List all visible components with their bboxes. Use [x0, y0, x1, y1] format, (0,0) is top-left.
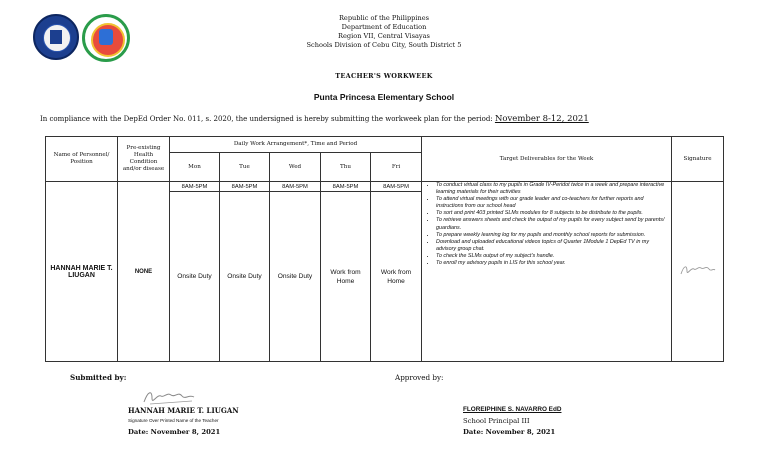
approver-title: School Principal III [463, 417, 530, 425]
workweek-table [45, 136, 724, 362]
submitted-by-label: Submitted by: [70, 373, 127, 382]
compliance-text: In compliance with the DepEd Order No. 011, s. 2020, the undersigned is hereby submitting the workweek plan for the period: [40, 115, 493, 123]
arrangement-tue: Onsite Duty [220, 192, 270, 362]
col-header-condition: Pre-existing Health Condition and/or disease [118, 137, 170, 182]
arrangement-wed: Onsite Duty [270, 192, 321, 362]
personnel-name: HANNAH MARIE T. LIUGAN [46, 182, 118, 362]
deliverable-item: • To sort and print 403 printed SLMs modules for 8 subjects to be distribute to the pupils. [436, 210, 669, 217]
col-header-arrangement: Daily Work Arrangement*, Time and Period [170, 137, 422, 153]
approver-date: Date: November 8, 2021 [463, 428, 556, 436]
health-condition: NONE [118, 182, 170, 362]
document-title: TEACHER'S WORKWEEK [335, 72, 433, 80]
col-header-name: Name of Personnel/ Position [46, 137, 118, 182]
header-republic: Republic of the Philippines [338, 14, 430, 22]
deliverable-item: • To retrieve answers sheets and check the output of my pupils for every subject send by parents/ guardians. [436, 217, 669, 231]
deliverable-item: • To prepare weekly learning log for my pupils and monthly school reports for submission. [436, 232, 669, 239]
deliverable-item: • To conduct virtual class to my pupils in Grade IV-Peridot twice in a week and prepare interactive learning materials for their activities [436, 182, 669, 196]
deliverable-item: • To enroll my advisory pupils in LIS for this school year. [436, 260, 669, 267]
submitter-signature-mark [140, 386, 200, 408]
time-tue: 8AM-5PM [220, 182, 270, 192]
deliverable-item: • To check the SLMs output of my subject's handle. [436, 253, 669, 260]
col-header-signature: Signature [672, 137, 724, 182]
submitter-caption: Signature Over Printed Name of the Teacher [128, 418, 219, 423]
header-region: Region VII, Central Visayas [338, 32, 430, 40]
col-header-deliverables: Target Deliverables for the Week [422, 137, 672, 182]
arrangement-fri: Work from Home [371, 192, 422, 362]
compliance-statement [40, 114, 740, 124]
compliance-period: November 8-12, 2021 [494, 114, 589, 124]
deliverables-list [424, 182, 669, 267]
handwritten-signature-mark [678, 261, 718, 279]
day-header-thu: Thu [321, 153, 371, 182]
signature-cell [672, 182, 724, 362]
arrangement-thu: Work from Home [321, 192, 371, 362]
arrangement-mon: Onsite Duty [170, 192, 220, 362]
time-fri: 8AM-5PM [371, 182, 422, 192]
time-mon: 8AM-5PM [170, 182, 220, 192]
deliverable-item: • To attend virtual meetings with our grade leader and co-teachers for further reports and instructions from our school head [436, 196, 669, 210]
header-department: Department of Education [341, 23, 427, 31]
day-header-mon: Mon [170, 153, 220, 182]
deliverables-cell [422, 182, 672, 362]
time-wed: 8AM-5PM [270, 182, 321, 192]
day-header-tue: Tue [220, 153, 270, 182]
day-header-wed: Wed [270, 153, 321, 182]
approver-name: FLOREIPHINE S. NAVARRO EdD [463, 406, 562, 413]
time-thu: 8AM-5PM [321, 182, 371, 192]
school-name: Punta Princesa Elementary School [313, 92, 455, 102]
submitter-name: HANNAH MARIE T. LIUGAN [128, 406, 239, 415]
deliverable-item: • Download and uploaded educational videos topics of Quarter 1Module 1 DepEd TV in my advisory group chat. [436, 239, 669, 253]
header-division: Schools Division of Cebu City, South District 5 [306, 41, 462, 49]
submitter-date: Date: November 8, 2021 [128, 428, 221, 436]
approved-by-label: Approved by: [395, 373, 444, 382]
day-header-fri: Fri [371, 153, 422, 182]
